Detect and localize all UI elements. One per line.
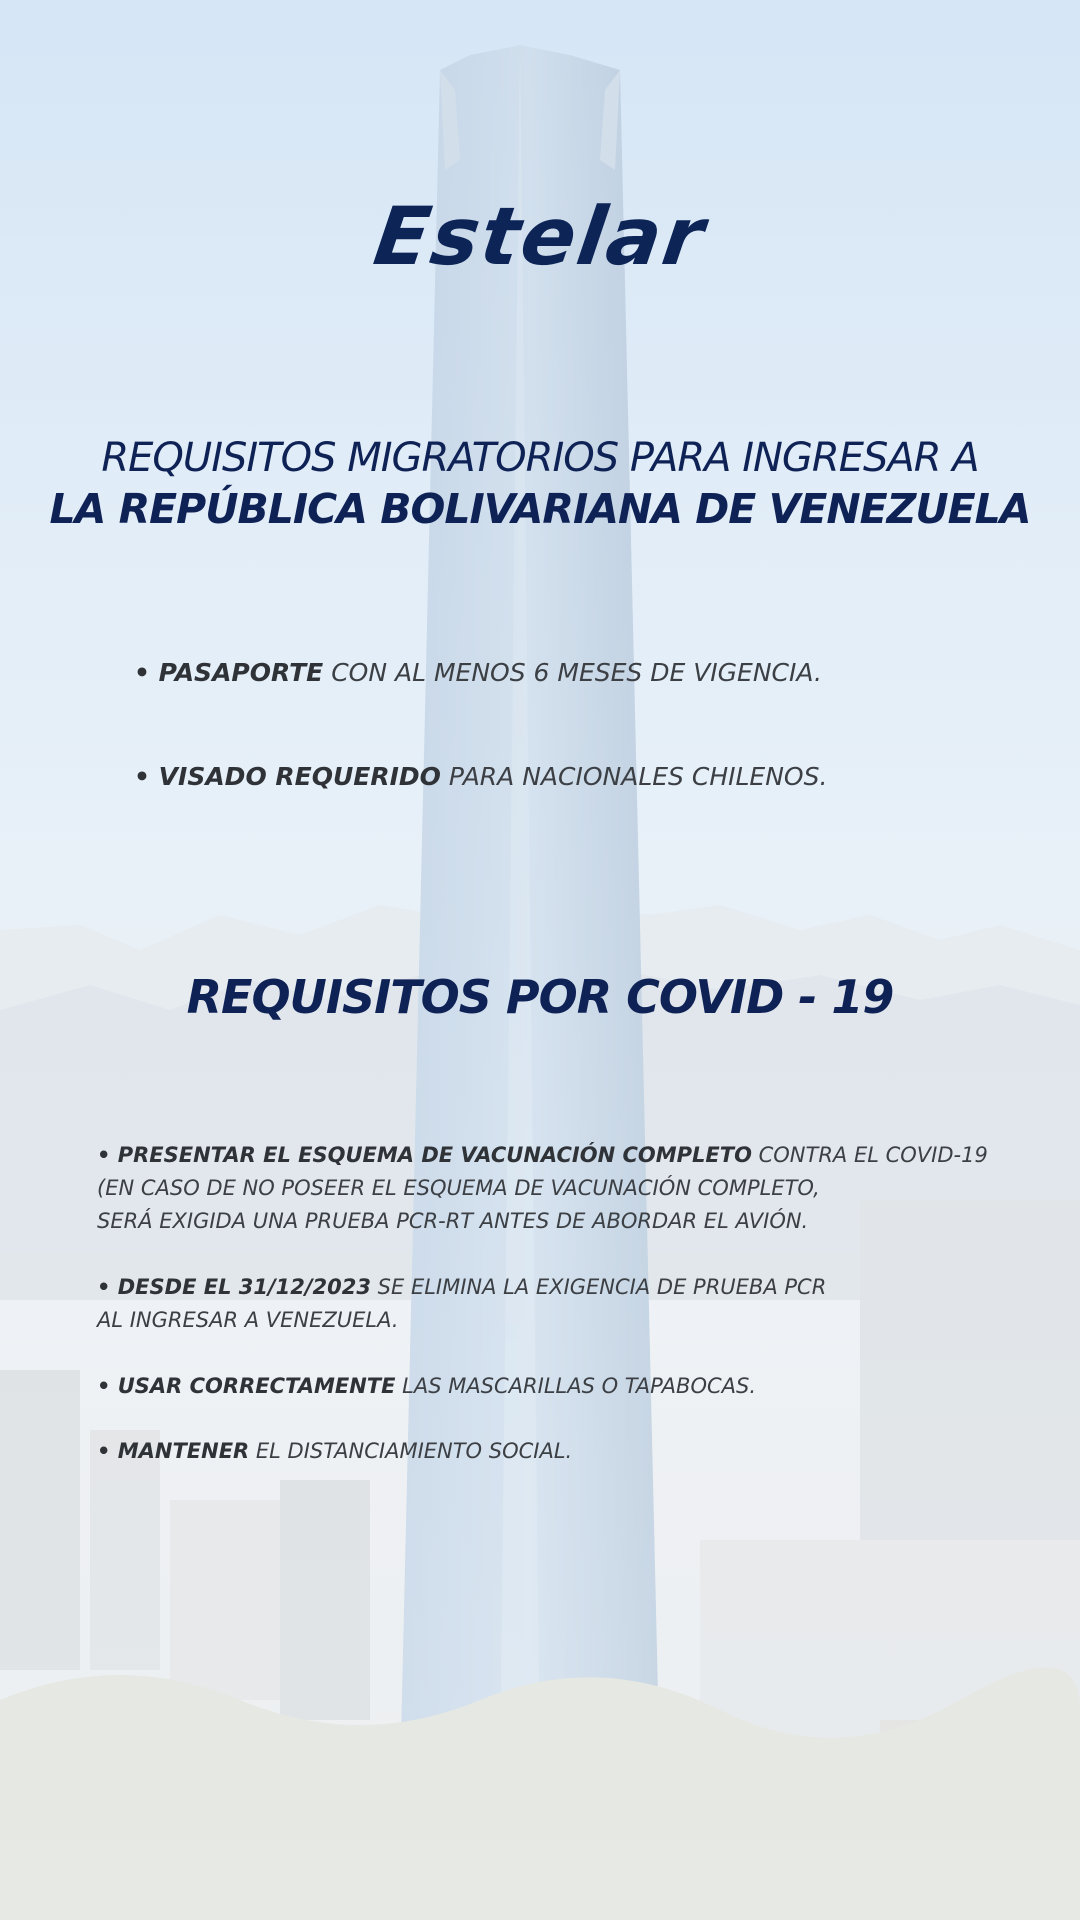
covid-item-pcr-cont1: AL INGRESAR A VENEZUELA. <box>97 1308 399 1332</box>
covid-item-masks <box>97 1374 756 1398</box>
covid-item-distancing-text: EL DISTANCIAMIENTO SOCIAL. <box>249 1439 573 1463</box>
covid-item-pcr-bold: • DESDE EL 31/12/2023 <box>97 1275 371 1299</box>
requirement-passport-text: CON AL MENOS 6 MESES DE VIGENCIA. <box>323 658 822 687</box>
brand-logo: Estelar <box>368 190 712 283</box>
covid-item-vaccination-cont1: (EN CASO DE NO POSEER EL ESQUEMA DE VACUNACIÓN COMPLETO, <box>97 1176 820 1200</box>
migration-title-line2: LA REPÚBLICA BOLIVARIANA DE VENEZUELA <box>49 485 1031 533</box>
migration-title-line1: REQUISITOS MIGRATORIOS PARA INGRESAR A <box>101 435 979 481</box>
covid-item-vaccination-text: CONTRA EL COVID-19 <box>751 1143 988 1167</box>
covid-item-pcr <box>97 1275 826 1299</box>
covid-item-vaccination <box>97 1143 988 1167</box>
covid-item-distancing <box>97 1439 572 1463</box>
requirement-visa <box>134 762 827 791</box>
covid-item-vaccination-bold: • PRESENTAR EL ESQUEMA DE VACUNACIÓN COMPLETO <box>97 1143 752 1167</box>
covid-item-distancing-bold: • MANTENER <box>97 1439 250 1463</box>
requirement-visa-text: PARA NACIONALES CHILENOS. <box>440 762 828 791</box>
covid-item-pcr-text: SE ELIMINA LA EXIGENCIA DE PRUEBA PCR <box>371 1275 827 1299</box>
requirement-visa-bold: • VISADO REQUERIDO <box>134 762 441 791</box>
requirement-passport-bold: • PASAPORTE <box>134 658 324 687</box>
covid-item-masks-bold: • USAR CORRECTAMENTE <box>97 1374 396 1398</box>
covid-title: REQUISITOS POR COVID - 19 <box>186 970 894 1024</box>
covid-item-masks-text: LAS MASCARILLAS O TAPABOCAS. <box>395 1374 757 1398</box>
requirement-passport <box>134 658 822 687</box>
covid-item-vaccination-cont2: SERÁ EXIGIDA UNA PRUEBA PCR-RT ANTES DE ABORDAR EL AVIÓN. <box>97 1209 809 1233</box>
